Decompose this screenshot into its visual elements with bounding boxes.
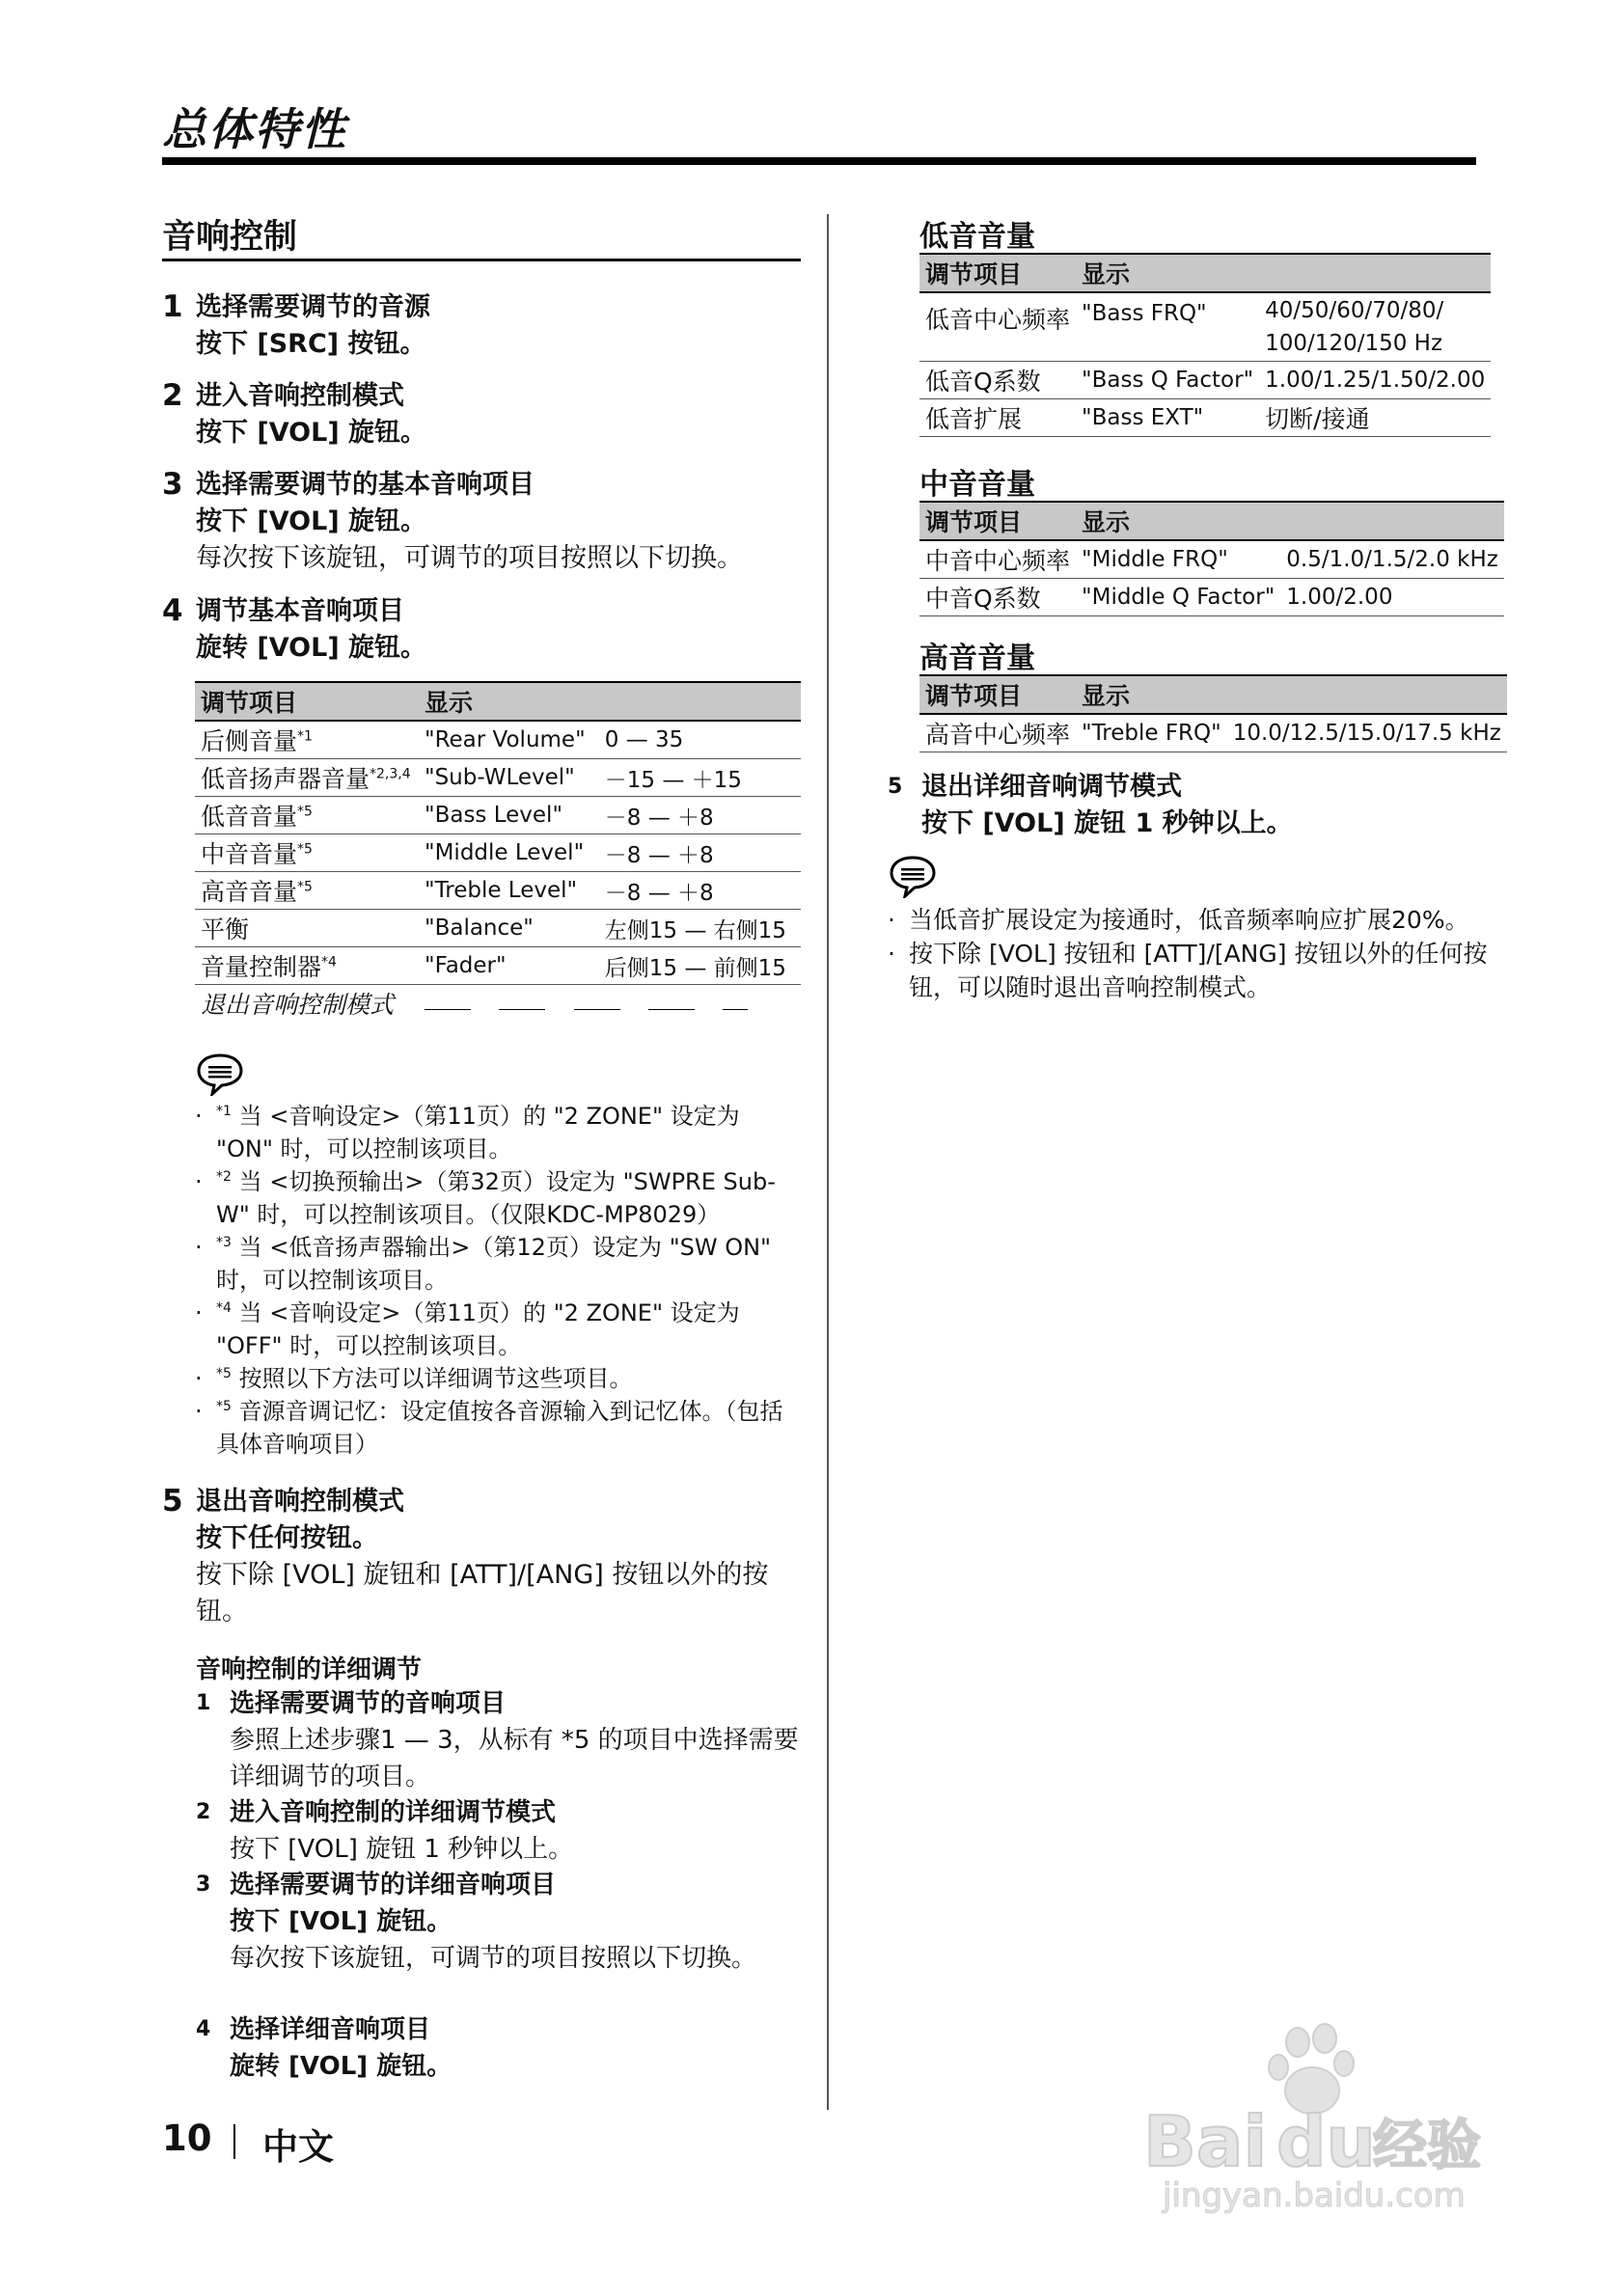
step-heading: 选择需要调节的音响项目 bbox=[230, 1689, 507, 1718]
step-instruction: 按下 [SRC] 按钮。 bbox=[196, 329, 426, 359]
section-title: 音响控制 bbox=[162, 218, 298, 257]
middle-table-title: 中音音量 bbox=[919, 468, 1035, 502]
table-row bbox=[195, 797, 801, 834]
item-name: 中音Q系数 bbox=[919, 579, 1076, 616]
display-text: "Bass Level" bbox=[419, 797, 599, 834]
display-text: "Fader" bbox=[419, 947, 599, 985]
range-value: －8 — ＋8 bbox=[599, 834, 801, 872]
table-row bbox=[195, 872, 801, 910]
footer-divider bbox=[233, 2124, 235, 2159]
item-name: 低音扬声器音量 bbox=[201, 765, 370, 793]
svg-text:du: du bbox=[1276, 2101, 1376, 2182]
display-text: "Treble Level" bbox=[419, 872, 599, 910]
baidu-watermark-logo bbox=[1134, 2021, 1510, 2214]
step-1 bbox=[162, 289, 804, 363]
step-heading: 调节基本音响项目 bbox=[196, 596, 404, 626]
column-header: 调节项目 bbox=[919, 675, 1076, 714]
item-name: 低音中心频率 bbox=[919, 292, 1076, 362]
table-row-exit bbox=[195, 985, 801, 1023]
footnote: · $^{*4}$ 当 <音响设定>（第11页）的 "2 ZONE" 设定为 "OFF" 时，可以控制该项目。 bbox=[195, 1299, 740, 1359]
step-3 bbox=[162, 467, 804, 577]
table-row bbox=[195, 947, 801, 985]
section-rule bbox=[162, 259, 801, 261]
column-header: 调节项目 bbox=[195, 682, 419, 721]
step-number: 3 bbox=[196, 1872, 211, 1897]
footnote: · $^{*2}$ 当 <切换预输出>（第32页）设定为 "SWPRE Sub-W" 时，可以控制该项目。（仅限KDC-MP8029） bbox=[195, 1168, 776, 1228]
note: · 当低音扩展设定为接通时，低音频率响应扩展20%。 bbox=[888, 906, 1469, 934]
item-name: 平衡 bbox=[201, 916, 250, 943]
step-number: 1 bbox=[196, 1691, 211, 1715]
footnote-ref: *5 bbox=[297, 879, 313, 895]
exit-item: 退出音响控制模式 bbox=[201, 991, 395, 1019]
step-heading: 选择需要调节的详细音响项目 bbox=[230, 1871, 557, 1900]
step-number: 3 bbox=[162, 467, 183, 502]
step-4 bbox=[162, 593, 804, 667]
step-instruction: 按下 [VOL] 旋钮 1 秒钟以上。 bbox=[921, 808, 1293, 838]
range-value: －15 — ＋15 bbox=[599, 759, 801, 797]
display-text: "Balance" bbox=[419, 910, 599, 947]
table-row bbox=[195, 721, 801, 759]
item-name: 中音中心频率 bbox=[919, 540, 1076, 579]
footnote-ref: *2,3,4 bbox=[370, 766, 411, 782]
step-description: 参照上述步骤1 — 3，从标有 *5 的项目中选择需要详细调节的项目。 bbox=[230, 1726, 799, 1791]
value-text: 40/50/60/70/80/ 100/120/150 Hz bbox=[1259, 292, 1491, 362]
value-text: 10.0/12.5/15.0/17.5 kHz bbox=[1227, 714, 1507, 752]
step-instruction: 按下 [VOL] 旋钮。 bbox=[196, 506, 427, 536]
table-row bbox=[195, 834, 801, 872]
display-text: "Middle FRQ" bbox=[1076, 540, 1280, 579]
treble-table-title: 高音音量 bbox=[919, 642, 1035, 675]
detail-step-5 bbox=[888, 769, 1495, 842]
table-row bbox=[195, 910, 801, 947]
step-number: 5 bbox=[888, 775, 903, 799]
step-instruction: 按下 [VOL] 旋钮。 bbox=[230, 1907, 452, 1936]
value-text: 1.00/2.00 bbox=[1280, 579, 1504, 616]
footnote-ref: *5 bbox=[297, 841, 313, 858]
table-header bbox=[919, 502, 1504, 540]
treble-table bbox=[919, 674, 1507, 752]
range-value: 0 — 35 bbox=[599, 721, 801, 759]
table-row bbox=[919, 540, 1504, 579]
footnote: · $^{*1}$ 当 <音响设定>（第11页）的 "2 ZONE" 设定为 "ON" 时，可以控制该项目。 bbox=[195, 1103, 740, 1162]
note: · 按下除 [VOL] 按钮和 [ATT]/[ANG] 按钮以外的任何按钮，可以随时退出音响控制模式。 bbox=[888, 940, 1488, 1001]
value-text: 1.00/1.25/1.50/2.00 bbox=[1259, 362, 1491, 399]
page-title: 总体特性 bbox=[162, 103, 347, 155]
step-2 bbox=[162, 378, 804, 451]
step-heading: 选择详细音响项目 bbox=[230, 2015, 431, 2044]
column-header: 显示 bbox=[419, 682, 801, 721]
table-row bbox=[919, 399, 1491, 437]
step-heading: 进入音响控制模式 bbox=[196, 381, 404, 411]
title-rule bbox=[162, 157, 1476, 165]
step-heading: 选择需要调节的音源 bbox=[196, 292, 430, 322]
step-number: 1 bbox=[162, 289, 183, 324]
svg-text:经验: 经验 bbox=[1373, 2115, 1481, 2177]
item-name: 低音扩展 bbox=[919, 399, 1076, 437]
column-header: 显示 bbox=[1076, 675, 1507, 714]
detail-title: 音响控制的详细调节 bbox=[196, 1655, 423, 1684]
detail-step-1 bbox=[196, 1685, 804, 1795]
step-heading: 进入音响控制的详细调节模式 bbox=[230, 1798, 557, 1827]
item-name: 低音Q系数 bbox=[919, 362, 1076, 399]
footnote-ref: *5 bbox=[297, 804, 313, 820]
bass-table bbox=[919, 253, 1491, 437]
step-description: 每次按下该旋钮，可调节的项目按照以下切换。 bbox=[196, 543, 743, 573]
footnote-ref: *4 bbox=[321, 954, 337, 970]
column-header: 显示 bbox=[1076, 502, 1504, 540]
footnotes bbox=[195, 1100, 801, 1461]
detail-step-4 bbox=[196, 2011, 804, 2085]
value-text: 0.5/1.0/1.5/2.0 kHz bbox=[1280, 540, 1504, 579]
note-icon bbox=[888, 854, 938, 898]
display-text: "Treble FRQ" bbox=[1076, 714, 1227, 752]
step-number: 4 bbox=[196, 2017, 211, 2041]
right-notes bbox=[888, 903, 1495, 1004]
display-text: "Bass Q Factor" bbox=[1076, 362, 1259, 399]
step-heading: 退出音响控制模式 bbox=[196, 1487, 404, 1517]
table-row bbox=[919, 292, 1491, 362]
step-number: 2 bbox=[196, 1800, 211, 1824]
display-text: "Bass FRQ" bbox=[1076, 292, 1259, 362]
step-description: 按下 [VOL] 旋钮 1 秒钟以上。 bbox=[230, 1835, 574, 1864]
exit-dashes bbox=[419, 985, 801, 1023]
page-language: 中文 bbox=[262, 2126, 334, 2168]
table-row bbox=[919, 362, 1491, 399]
step-number: 5 bbox=[162, 1484, 183, 1518]
display-text: "Rear Volume" bbox=[419, 721, 599, 759]
column-divider bbox=[827, 214, 829, 2110]
footnote-ref: *1 bbox=[297, 728, 313, 745]
range-value: 后侧15 — 前侧15 bbox=[599, 947, 801, 985]
step-instruction: 旋转 [VOL] 旋钮。 bbox=[196, 633, 427, 663]
footnote: · $^{*5}$ 音源音调记忆：设定值按各音源输入到记忆体。（包括具体音响项目） bbox=[195, 1398, 783, 1458]
table-header bbox=[919, 675, 1507, 714]
step-heading: 退出详细音响调节模式 bbox=[921, 772, 1182, 802]
item-name: 低音音量 bbox=[201, 803, 298, 831]
item-name: 后侧音量 bbox=[201, 727, 298, 755]
note-icon bbox=[195, 1052, 245, 1096]
range-value: －8 — ＋8 bbox=[599, 872, 801, 910]
item-name: 音量控制器 bbox=[201, 953, 322, 981]
step-description: 每次按下该旋钮，可调节的项目按照以下切换。 bbox=[230, 1944, 757, 1973]
display-text: "Middle Level" bbox=[419, 834, 599, 872]
footnote: · $^{*5}$ 按照以下方法可以详细调节这些项目。 bbox=[195, 1365, 633, 1392]
svg-text:jingyan.baidu.com: jingyan.baidu.com bbox=[1163, 2176, 1466, 2214]
step-instruction: 按下 [VOL] 旋钮。 bbox=[196, 418, 427, 448]
table-header bbox=[919, 254, 1491, 292]
range-value: 左侧15 — 右侧15 bbox=[599, 910, 801, 947]
footnote: · $^{*3}$ 当 <低音扬声器输出>（第12页）设定为 "SW ON" 时，可以控制该项目。 bbox=[195, 1234, 772, 1294]
item-name: 高音音量 bbox=[201, 878, 298, 906]
column-header: 调节项目 bbox=[919, 502, 1076, 540]
table-header bbox=[195, 682, 801, 721]
table-row bbox=[195, 759, 801, 797]
column-header: 调节项目 bbox=[919, 254, 1076, 292]
page-number: 10 bbox=[162, 2118, 212, 2159]
item-name: 高音中心频率 bbox=[919, 714, 1076, 752]
item-name: 中音音量 bbox=[201, 840, 298, 868]
display-text: "Bass EXT" bbox=[1076, 399, 1259, 437]
basic-audio-table bbox=[195, 681, 801, 1022]
table-row bbox=[919, 579, 1504, 616]
detail-step-3 bbox=[196, 1867, 804, 1977]
step-heading: 选择需要调节的基本音响项目 bbox=[196, 470, 535, 500]
step-instruction: 旋转 [VOL] 旋钮。 bbox=[230, 2052, 452, 2081]
middle-table bbox=[919, 501, 1504, 616]
detail-step-2 bbox=[196, 1794, 804, 1868]
step-number: 2 bbox=[162, 378, 183, 413]
range-value: －8 — ＋8 bbox=[599, 797, 801, 834]
step-instruction: 按下任何按钮。 bbox=[196, 1523, 378, 1553]
bass-table-title: 低音音量 bbox=[919, 220, 1035, 254]
display-text: "Sub-WLevel" bbox=[419, 759, 599, 797]
step-number: 4 bbox=[162, 593, 183, 628]
step-5 bbox=[162, 1484, 804, 1630]
step-description: 按下除 [VOL] 旋钮和 [ATT]/[ANG] 按钮以外的按钮。 bbox=[196, 1560, 769, 1626]
display-text: "Middle Q Factor" bbox=[1076, 579, 1280, 616]
table-row bbox=[919, 714, 1507, 752]
column-header: 显示 bbox=[1076, 254, 1491, 292]
value-text: 切断/接通 bbox=[1259, 399, 1491, 437]
svg-text:Bai: Bai bbox=[1143, 2101, 1268, 2182]
